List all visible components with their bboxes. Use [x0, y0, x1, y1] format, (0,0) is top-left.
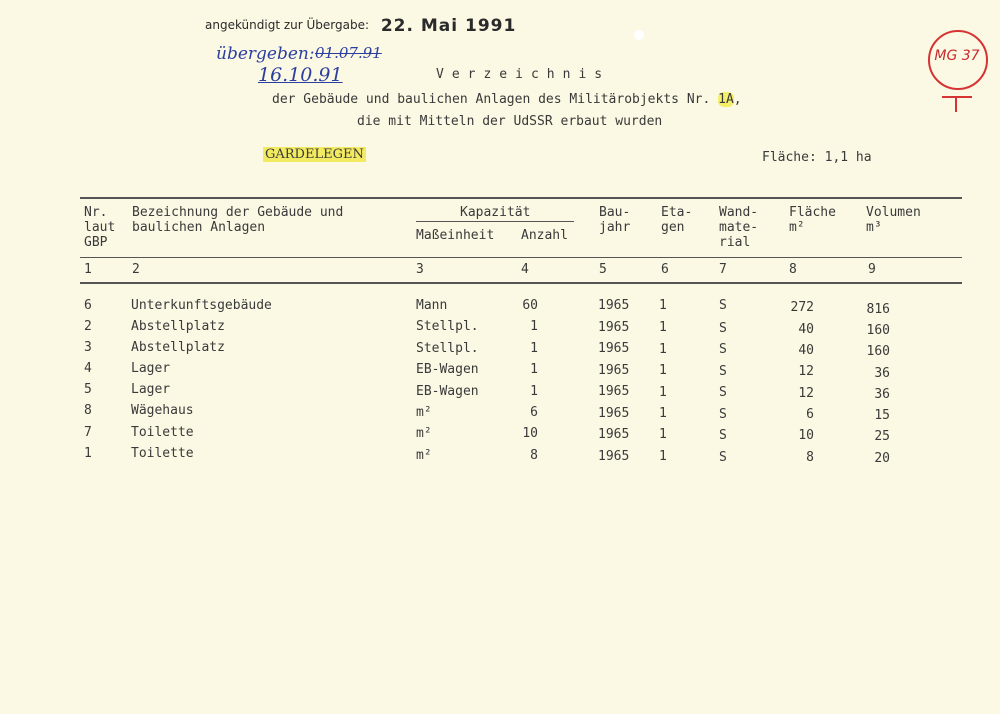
header-bottom-rule: [80, 257, 962, 258]
capacity-rule: [416, 221, 574, 222]
cell-wandmaterial: S: [719, 407, 727, 422]
handwritten-uebergeben: übergeben:: [216, 44, 315, 64]
cell-anzahl: 60: [522, 298, 538, 313]
cell-anzahl: 1: [530, 319, 538, 334]
colnum-6: 6: [661, 262, 669, 277]
cell-bezeichnung: Abstellplatz: [131, 319, 225, 334]
cell-volumen: 36: [874, 366, 890, 381]
archive-stamp-text: MG 37: [934, 48, 980, 64]
document-subtitle-line2: die mit Mitteln der UdSSR erbaut wurden: [357, 114, 663, 129]
document-subtitle-line1: [272, 92, 742, 107]
cell-baujahr: 1965: [598, 449, 630, 464]
header-kapazitaet: Kapazität: [460, 205, 531, 220]
cell-flaeche: 8: [806, 450, 814, 465]
header-nr: Nr. laut GBP: [84, 205, 116, 250]
handover-stamp-label: angekündigt zur Übergabe:: [205, 18, 370, 32]
header-wandmaterial: Wand- mate- rial: [719, 205, 759, 250]
cell-flaeche: 12: [798, 386, 814, 401]
colnum-5: 5: [599, 262, 607, 277]
cell-etagen: 1: [659, 385, 667, 400]
cell-flaeche: 40: [798, 343, 814, 358]
cell-wandmaterial: S: [719, 428, 727, 443]
cell-wandmaterial: S: [719, 321, 727, 336]
header-etagen: Eta- gen: [661, 205, 693, 235]
cell-nr: 6: [84, 298, 92, 313]
cell-masseinheit: EB-Wagen: [416, 362, 479, 377]
cell-masseinheit: m²: [416, 405, 432, 420]
header-masseinheit: Maßeinheit: [416, 228, 495, 243]
cell-nr: 2: [84, 319, 92, 334]
cell-etagen: 1: [659, 449, 667, 464]
cell-baujahr: 1965: [598, 406, 630, 421]
cell-nr: 5: [84, 382, 92, 397]
header-volumen: Volumen m³: [866, 205, 921, 235]
colnum-2: 2: [132, 262, 140, 277]
cell-wandmaterial: S: [719, 298, 727, 313]
subtitle-text: der Gebäude und baulichen Anlagen des Militärobjekts Nr.: [272, 92, 719, 107]
colnum-7: 7: [719, 262, 727, 277]
area-value: Fläche: 1,1 ha: [762, 150, 872, 165]
colnum-1: 1: [84, 262, 92, 277]
cell-flaeche: 40: [798, 322, 814, 337]
handwritten-struck-date: 01.07.91: [315, 44, 382, 62]
cell-volumen: 25: [874, 429, 890, 444]
cell-baujahr: 1965: [598, 363, 630, 378]
cell-etagen: 1: [659, 298, 667, 313]
handwritten-date: 16.10.91: [258, 64, 343, 86]
cell-bezeichnung: Unterkunftsgebäude: [131, 298, 272, 313]
place-name: GARDELEGEN: [265, 147, 364, 162]
table-top-rule: [80, 197, 962, 199]
cell-anzahl: 8: [530, 448, 538, 463]
cell-baujahr: 1965: [598, 298, 630, 313]
colnum-9: 9: [868, 262, 876, 277]
cell-bezeichnung: Toilette: [131, 446, 194, 461]
cell-nr: 7: [84, 425, 92, 440]
cell-etagen: 1: [659, 342, 667, 357]
cell-etagen: 1: [659, 363, 667, 378]
archive-stamp-underline: [942, 96, 972, 98]
cell-wandmaterial: S: [719, 364, 727, 379]
cell-masseinheit: Mann: [416, 298, 448, 313]
cell-baujahr: 1965: [598, 341, 630, 356]
cell-etagen: 1: [659, 320, 667, 335]
cell-nr: 3: [84, 340, 92, 355]
subtitle-comma: ,: [733, 92, 742, 107]
header-flaeche: Fläche m²: [789, 205, 836, 235]
colnum-4: 4: [521, 262, 529, 277]
cell-volumen: 160: [866, 323, 890, 338]
cell-nr: 1: [84, 446, 92, 461]
cell-wandmaterial: S: [719, 450, 727, 465]
punch-hole: [634, 30, 644, 40]
cell-bezeichnung: Toilette: [131, 425, 194, 440]
header-anzahl: Anzahl: [521, 228, 568, 243]
cell-volumen: 15: [874, 408, 890, 423]
cell-nr: 8: [84, 403, 92, 418]
cell-etagen: 1: [659, 427, 667, 442]
cell-flaeche: 272: [790, 300, 814, 315]
colnum-bottom-rule: [80, 282, 962, 284]
cell-volumen: 160: [866, 344, 890, 359]
cell-anzahl: 1: [530, 341, 538, 356]
cell-flaeche: 12: [798, 364, 814, 379]
cell-baujahr: 1965: [598, 384, 630, 399]
cell-flaeche: 6: [806, 407, 814, 422]
colnum-8: 8: [789, 262, 797, 277]
cell-volumen: 36: [874, 387, 890, 402]
header-baujahr: Bau- jahr: [599, 205, 631, 235]
cell-anzahl: 1: [530, 384, 538, 399]
cell-nr: 4: [84, 361, 92, 376]
cell-bezeichnung: Abstellplatz: [131, 340, 225, 355]
cell-etagen: 1: [659, 406, 667, 421]
cell-bezeichnung: Lager: [131, 382, 171, 397]
cell-masseinheit: m²: [416, 426, 432, 441]
cell-anzahl: 6: [530, 405, 538, 420]
header-bezeichnung: Bezeichnung der Gebäude und baulichen Anlagen: [132, 205, 344, 235]
cell-flaeche: 10: [798, 428, 814, 443]
object-number-highlight: 1A: [718, 92, 734, 107]
cell-masseinheit: EB-Wagen: [416, 384, 479, 399]
cell-wandmaterial: S: [719, 385, 727, 400]
colnum-3: 3: [416, 262, 424, 277]
cell-wandmaterial: S: [719, 342, 727, 357]
cell-bezeichnung: Lager: [131, 361, 171, 376]
cell-masseinheit: Stellpl.: [416, 319, 479, 334]
document-title: Verzeichnis: [436, 67, 611, 82]
cell-bezeichnung: Wägehaus: [131, 403, 194, 418]
archive-stamp-tick: [955, 98, 957, 112]
cell-baujahr: 1965: [598, 320, 630, 335]
cell-volumen: 20: [874, 451, 890, 466]
handover-stamp-date: 22. Mai 1991: [380, 16, 517, 36]
handover-stamp: [205, 16, 516, 36]
cell-anzahl: 10: [522, 426, 538, 441]
cell-masseinheit: m²: [416, 448, 432, 463]
cell-volumen: 816: [866, 302, 890, 317]
cell-masseinheit: Stellpl.: [416, 341, 479, 356]
cell-baujahr: 1965: [598, 427, 630, 442]
cell-anzahl: 1: [530, 362, 538, 377]
